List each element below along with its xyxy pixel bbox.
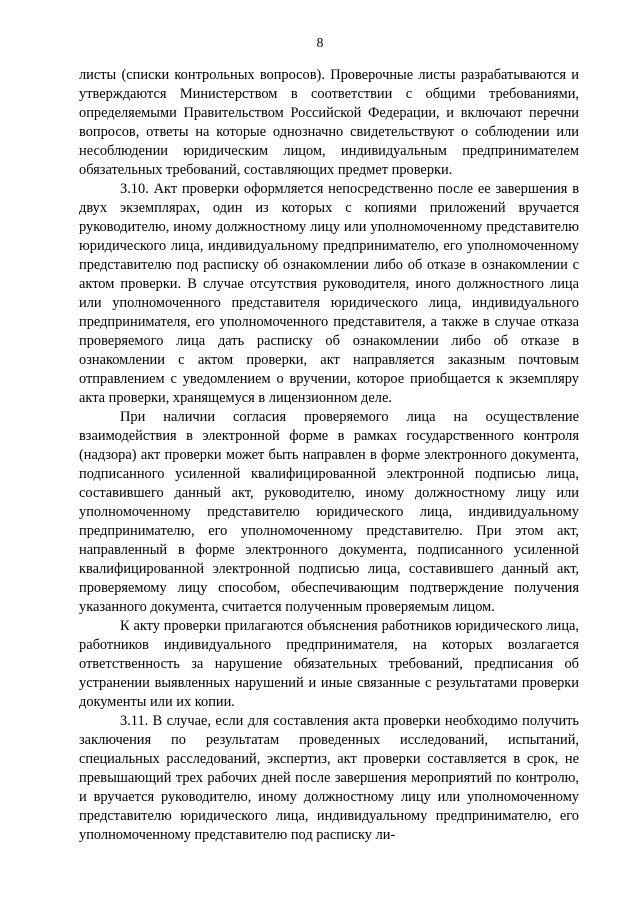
page-number: 8 — [316, 35, 324, 50]
paragraph-3-10: 3.10. Акт проверки оформляется непосредственно после ее завершения в двух экземплярах, один из которых с копиями приложений вручается руководителю, иному должностному лицу или уполномоченному представителю юридического лица, индивидуальному предпринимателю, его уполномоченному представителю под расписку об ознакомлении либо об отказе в ознакомлении с актом проверки. В случае отсутствия руководителя, иного должностного лица или уполномоченного представителя юридического лица, индивидуального предпринимателя, его уполномоченного представителя, а также в случае отказа проверяемого лица дать расписку об ознакомлении либо об отказе в ознакомлении с актом проверки, акт направляется заказным почтовым отправлением с уведомлением о вручении, которое приобщается к экземпляру акта проверки, хранящемуся в лицензионном деле. — [79, 181, 579, 406]
paragraph-attachments: К акту проверки прилагаются объяснения работников юридического лица, работников индивидуального предпринимателя, на которых возлагается ответственность за нарушение обязательных требований, предписания об устранении выявленных нарушений и иные связанные с результатами проверки документы или их копии. — [79, 618, 579, 710]
document-body — [79, 66, 579, 845]
paragraph-3-11: 3.11. В случае, если для составления акта проверки необходимо получить заключения по результатам проведенных исследований, испытаний, специальных расследований, экспертиз, акт проверки составляется в срок, не превышающий трех рабочих дней после завершения мероприятий по контролю, и вручается руководителю, иному должностному лицу или уполномоченному представителю юридического лица, индивидуальному предпринимателю, его уполномоченному представителю под расписку ли- — [79, 713, 579, 843]
paragraph-continued: листы (списки контрольных вопросов). Проверочные листы разрабатываются и утверждаются Министерством в соответствии с общими требованиями, определяемыми Правительством Российской Федерации, и включают перечни вопросов, ответы на которые однозначно свидетельствуют о соблюдении или несоблюдении юридическим лицом, индивидуальным предпринимателем обязательных требований, составляющих предмет проверки. — [79, 67, 579, 178]
paragraph-electronic-delivery: При наличии согласия проверяемого лица на осуществление взаимодействия в электронной форме в рамках государственного контроля (надзора) акт проверки может быть направлен в форме электронного документа, подписанного усиленной квалифицированной электронной подписью лица, составившего данный акт, руководителю, иному должностному лицу или уполномоченному представителю юридического лица, индивидуальному предпринимателю, его уполномоченному представителю. При этом акт, направленный в форме электронного документа, подписанного усиленной квалифицированной электронной подписью лица, составившего данный акт, проверяемому лицу способом, обеспечивающим подтверждение получения указанного документа, считается полученным проверяемым лицом. — [79, 409, 579, 615]
